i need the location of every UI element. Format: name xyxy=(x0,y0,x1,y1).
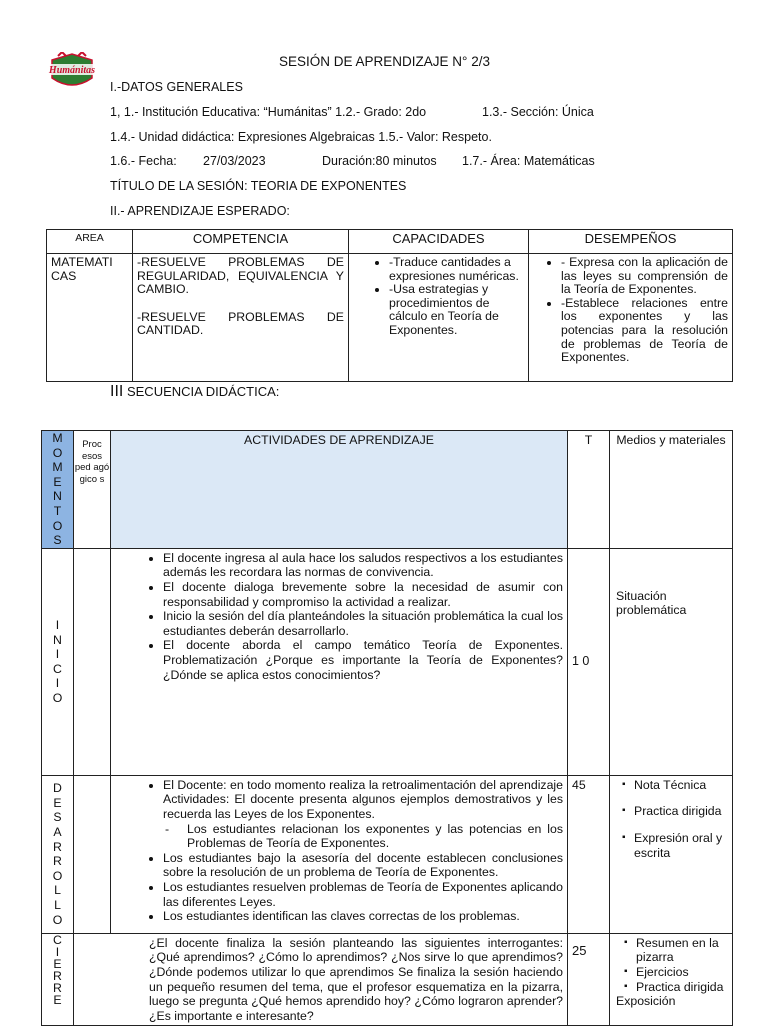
dash-bullet-icon: - xyxy=(165,821,170,836)
page-title: SESIÓN DE APRENDIZAJE N° 2/3 xyxy=(279,54,490,69)
medio-item: ▪ Nota Técnica xyxy=(622,778,728,793)
tiempo-desarrollo: 45 xyxy=(568,775,610,933)
desempeno-item: • -Establece relaciones entre los exponentes y las potencias para la resolución de problemas de Teoría de Exponentes. xyxy=(561,297,728,365)
proceso-inicio xyxy=(74,548,111,775)
medio-item: ▪ Expresión oral y escrita xyxy=(622,831,728,860)
fecha-value: 27/03/2023 xyxy=(203,154,266,168)
unidad-line: 1.4.- Unidad didáctica: Expresiones Algebraicas 1.5.- Valor: Respeto. xyxy=(110,130,492,144)
header-t: T xyxy=(568,431,610,549)
medios-desarrollo xyxy=(610,775,733,933)
header-medios: Medios y materiales xyxy=(610,431,733,549)
header-competencia: COMPETENCIA xyxy=(133,230,349,254)
actividades-desarrollo xyxy=(111,775,568,933)
header-capacidades: CAPACIDADES xyxy=(349,230,529,254)
capacidad-item: • -Usa estrategias y procedimientos de cálculo en Teoría de Exponentes. xyxy=(389,283,524,337)
tiempo-inicio: 1 0 xyxy=(568,548,610,775)
medio-item: ▪ Ejercicios xyxy=(624,965,728,980)
titulo-sesion: TÍTULO DE LA SESIÓN: TEORIA DE EXPONENTES xyxy=(110,179,407,193)
school-logo xyxy=(38,52,106,90)
tiempo-cierre: 25 xyxy=(568,933,610,1026)
actividades-inicio xyxy=(111,548,568,775)
secuencia-label: SECUENCIA DIDÁCTICA: xyxy=(126,384,280,399)
actividad-item: • El Docente: en todo momento realiza la retroalimentación del aprendizaje Actividades: El docente presenta algunos ejemplos demostrativos y les recuerda las Leyes de los Exponentes. xyxy=(163,778,563,822)
secuencia-table xyxy=(41,430,733,1026)
capacidades-cell xyxy=(349,254,529,382)
header-desempenos: DESEMPEÑOS xyxy=(529,230,733,254)
header-momentos: M O M E N T O S xyxy=(42,431,74,549)
actividad-subitem-row xyxy=(115,822,563,851)
competencia-2: -RESUELVE PROBLEMAS DE CANTIDAD. xyxy=(137,309,344,338)
actividad-item: • Los estudiantes bajo la asesoría del docente establecen conclusiones sobre la resolución de un problema de Teoría de Exponentes. xyxy=(163,851,563,880)
capacidad-item: • -Traduce cantidades a expresiones numéricas. xyxy=(389,256,524,283)
institucion-line: 1, 1.- Institución Educativa: “Humánitas” 1.2.- Grado: 2do xyxy=(110,105,427,119)
secuencia-heading xyxy=(110,383,279,401)
actividad-item: • El docente ingresa al aula hace los saludos respectivos a los estudiantes además les recordara las normas de convivencia. xyxy=(163,551,563,580)
aprendizaje-table xyxy=(46,229,733,382)
actividad-item: • Los estudiantes identifican las claves correctas de los problemas. xyxy=(163,909,563,924)
header-actividades: ACTIVIDADES DE APRENDIZAJE xyxy=(111,431,568,549)
svg-text:Humánitas: Humánitas xyxy=(48,65,96,76)
secuencia-number: III xyxy=(110,383,124,400)
area-line: 1.7.- Área: Matemáticas xyxy=(462,154,595,168)
header-procesos: Proc esos ped agó gico s xyxy=(74,431,111,549)
momento-cierre: C I E R R E xyxy=(42,933,74,1026)
desempeno-item: • - Expresa con la aplicación de las leyes su comprensión de la Teoría de Exponentes. xyxy=(561,256,728,297)
medio-item: ▪ Practica dirigida xyxy=(624,980,728,995)
medio-exposicion: Exposición xyxy=(616,994,676,1009)
header-area: AREA xyxy=(47,230,133,254)
medio-item: ▪ Practica dirigida xyxy=(622,804,728,819)
duracion-line: Duración:80 minutos xyxy=(322,154,437,168)
momento-desarrollo: D E S A R R O L L O xyxy=(42,775,74,933)
aprendizaje-heading: II.- APRENDIZAJE ESPERADO: xyxy=(110,204,290,218)
competencia-1: -RESUELVE PROBLEMAS DE REGULARIDAD, EQUIVALENCIA Y CAMBIO. xyxy=(137,255,344,297)
datos-generales-heading: I.-DATOS GENERALES xyxy=(110,80,243,94)
actividad-subitem: Los estudiantes relacionan los exponentes y las potencias en los Problemas de Teoría de Exponentes. xyxy=(187,821,563,851)
actividad-item: • Los estudiantes resuelven problemas de Teoría de Exponentes aplicando las diferentes Leyes. xyxy=(163,880,563,909)
medios-inicio: Situación problemática xyxy=(610,548,733,775)
proceso-desarrollo xyxy=(74,775,111,933)
desempenos-cell xyxy=(529,254,733,382)
medio-item: ▪ Resumen en la pizarra xyxy=(624,936,728,965)
seccion-line: 1.3.- Sección: Única xyxy=(482,105,594,119)
competencia-cell xyxy=(133,254,349,382)
medios-cierre xyxy=(610,933,733,1026)
actividad-item: • El docente dialoga brevemente sobre la necesidad de asumir con responsabilidad y compromiso la actividad a realizar. xyxy=(163,580,563,609)
actividades-cierre: ¿El docente finaliza la sesión planteando las siguientes interrogantes: ¿Qué aprendimos? ¿Cómo lo aprendimos? ¿Nos sirve lo que aprendimos? ¿Dónde podemos utilizar lo que aprendimos Se finaliza la sesión haciendo un pequeño resumen del tema, que el profesor esquematiza en la pizarra, luego se pregunta ¿Qué hemos aprendido hoy? ¿Cómo lograron aprender? ¿Es importante e interesante? xyxy=(74,933,568,1026)
fecha-label: 1.6.- Fecha: xyxy=(110,154,177,168)
actividad-item: • El docente aborda el campo temático Teoría de Exponentes. Problematización ¿Porque es importante la Teoría de Exponentes? ¿Dónde se aplica estos conocimientos? xyxy=(163,638,563,682)
momento-inicio: I N I C I O xyxy=(42,548,74,775)
area-cell: MATEMATI CAS xyxy=(47,254,133,382)
actividad-item: • Inicio la sesión del día planteándoles la situación problemática la cual los estudiantes deberán desarrollarlo. xyxy=(163,609,563,638)
